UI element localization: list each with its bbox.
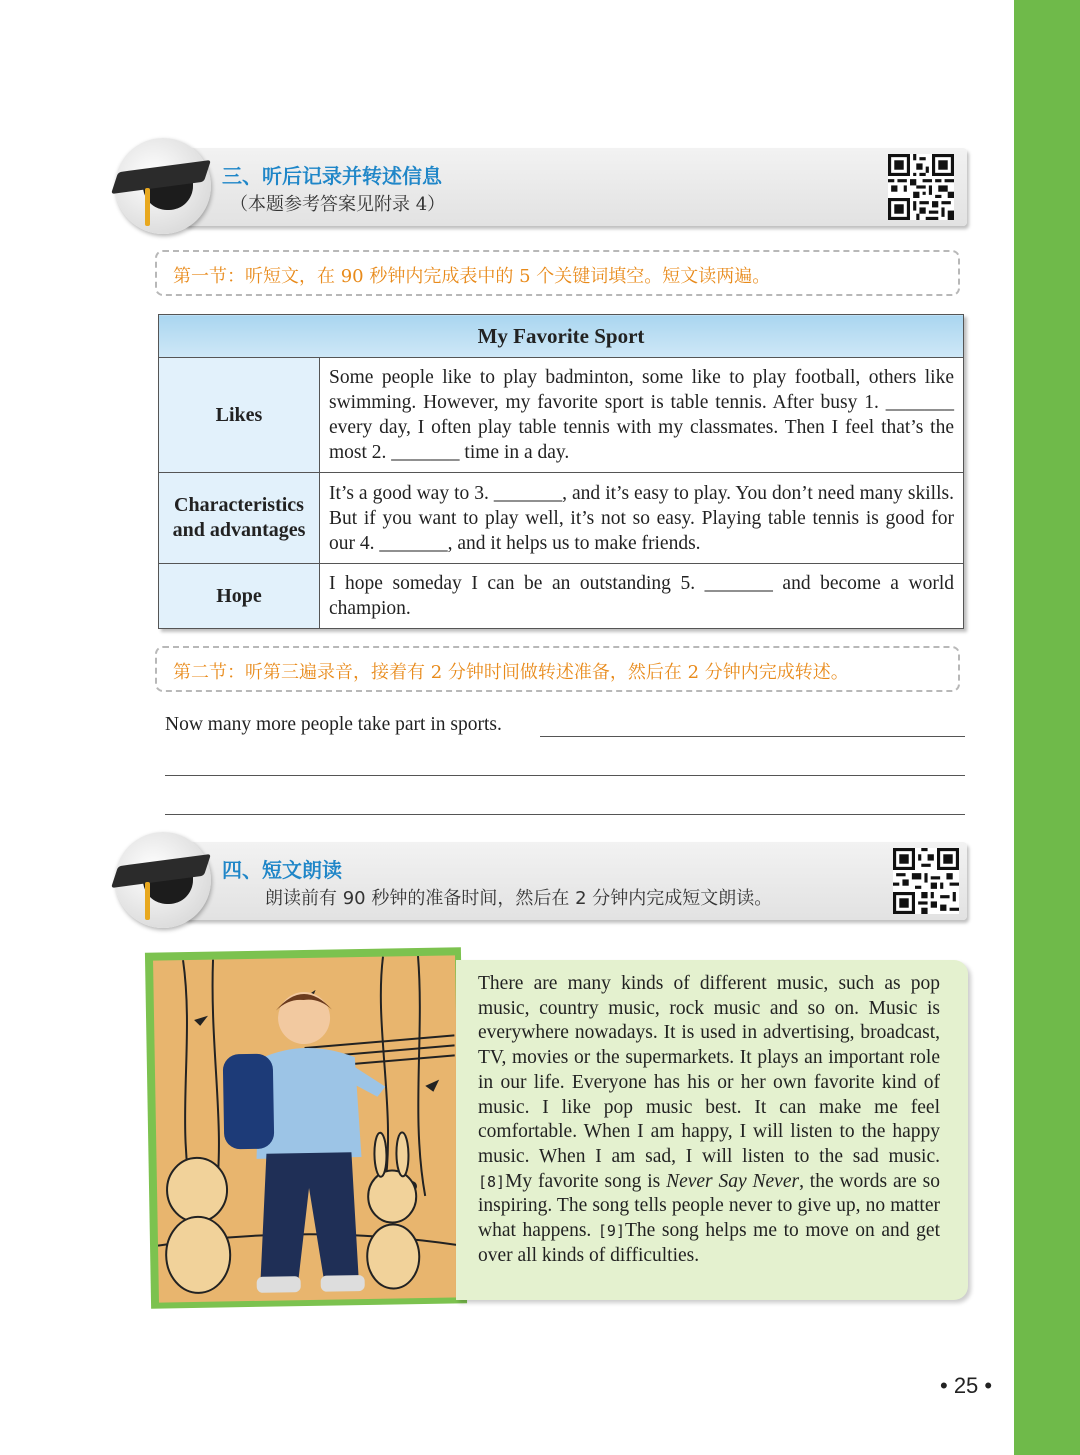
answer-line-3[interactable]	[165, 814, 965, 815]
reading-passage	[478, 972, 940, 1268]
part2-instruction: 第二节：听第三遍录音，接着有 2 分钟时间做转述准备，然后在 2 分钟内完成转述。	[173, 662, 849, 683]
sport-table	[158, 314, 964, 629]
passage-part-a: There are many kinds of different music, such as pop music, country music, rock music and so on. Music is everywhere nowadays. It is used in advertising, broadcast, TV, movies or the supermarkets. It plays an important role in our life. Everyone has his or her own favorite kind of music. I like pop music best. It can make me feel comfortable. When I am happy, I will listen to the happy music. When I am sad, I will listen to the sad music.	[478, 973, 940, 1167]
qr-code-icon[interactable]	[893, 848, 959, 914]
row-text-hope: I hope someday I can be an outstanding 5. _______ and become a world champion.	[320, 564, 964, 629]
part1-instruction-box	[155, 250, 960, 296]
boy-illustration	[153, 955, 461, 1302]
section4-subtitle: 朗读前有 90 秒钟的准备时间，然后在 2 分钟内完成短文朗读。	[265, 888, 773, 909]
row-text-likes: Some people like to play badminton, some like to play football, others like swimming. However, my favorite sport is table tennis. After busy 1. _______ every day, I often play table tennis with my classmates. Then I feel that’s the most 2. _______ time in a day.	[320, 358, 964, 473]
retell-prompt: Now many more people take part in sports.	[165, 714, 502, 735]
row-text-characteristics: It’s a good way to 3. _______, and it’s easy to play. You don’t need many skills. But if you want to play well, it’s not so easy. Playing table tennis is good for our 4. _______, and it helps us to make friends.	[320, 473, 964, 564]
part1-instruction: 第一节：听短文，在 90 秒钟内完成表中的 5 个关键词填空。短文读两遍。	[173, 266, 771, 287]
sentence-mark-8: [8]	[478, 1172, 506, 1191]
section4-title: 四、短文朗读	[222, 858, 342, 882]
section3-subtitle: （本题参考答案见附录 4）	[230, 194, 446, 215]
answer-line-2[interactable]	[165, 775, 965, 776]
sentence-mark-9: [9]	[597, 1222, 625, 1241]
page-number: • 25 •	[940, 1373, 993, 1398]
row-label-characteristics: Characteristics and advantages	[159, 473, 320, 564]
row-label-likes: Likes	[159, 358, 320, 473]
section3-title: 三、听后记录并转述信息	[222, 164, 442, 188]
graduation-cap-icon	[115, 832, 211, 928]
row-label-hope: Hope	[159, 564, 320, 629]
section3-header	[115, 138, 970, 230]
graduation-cap-icon	[115, 138, 211, 234]
table-title: My Favorite Sport	[159, 315, 964, 358]
passage-part-d: The song helps me to move on and get over all kinds of difficulties.	[478, 1220, 940, 1266]
side-green-bar	[1014, 0, 1080, 1455]
section4-header	[115, 832, 970, 924]
song-title: Never Say Never	[666, 1170, 800, 1192]
passage-part-b: My favorite song is	[505, 1170, 667, 1192]
passage-part-c: , the words are so inspiring. The song tells people never to give up, no matter what happens.	[478, 1170, 940, 1242]
answer-line-1[interactable]	[540, 736, 965, 737]
part2-instruction-box	[155, 646, 960, 692]
qr-code-icon[interactable]	[888, 154, 954, 220]
